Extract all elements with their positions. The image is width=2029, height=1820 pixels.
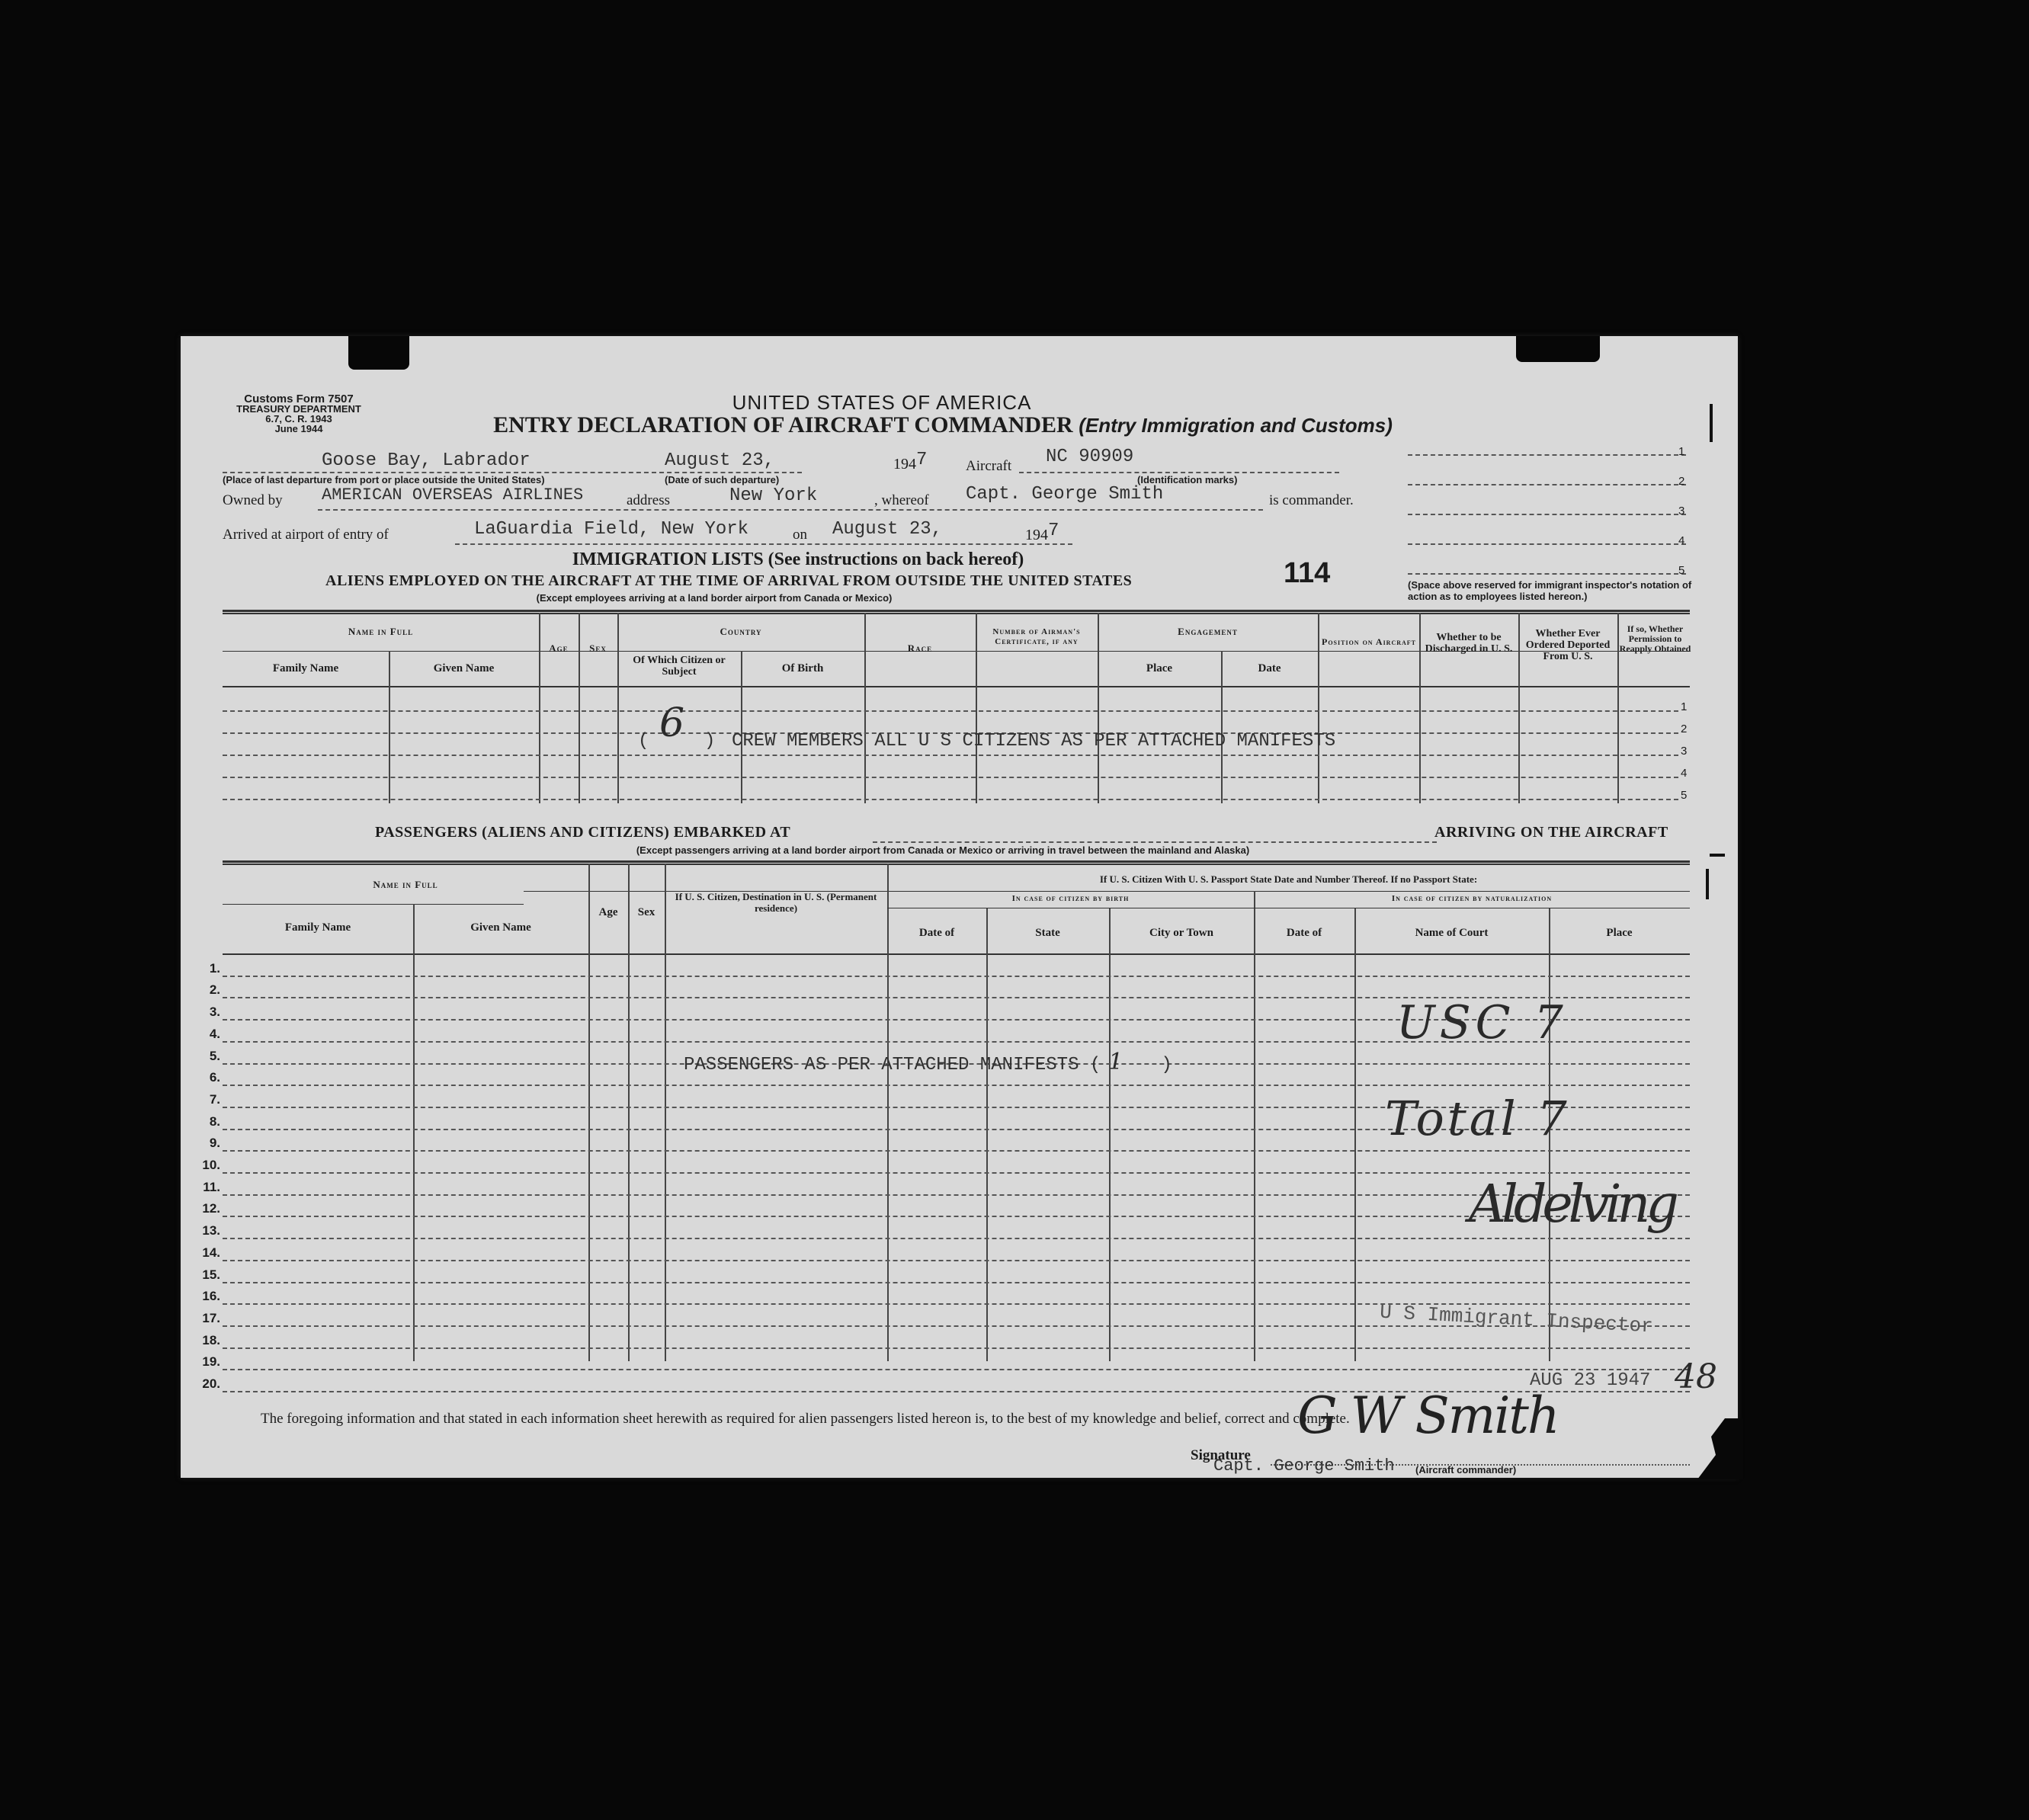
pax-col-family: Family Name [284,921,351,934]
side-box-note: (Space above reserved for immigrant inspector's notation of action as to employees listed hereon.) [1408,579,1692,602]
inspector-title: U S Immigrant Inspector [1379,1300,1654,1338]
passenger-row-number: 14. [202,1245,220,1260]
country-heading: UNITED STATES OF AMERICA [732,391,1032,414]
owner-name: AMERICAN OVERSEAS AIRLINES [322,485,584,505]
address-label: address [627,492,670,508]
cfr-ref: 6.7, C. R. 1943 [265,413,332,425]
crew-col-birth: Of Birth [781,662,824,674]
passenger-row-number: 12. [202,1201,220,1216]
signer-name: Capt. George Smith [1213,1456,1395,1476]
stamp-date: AUG 23 1947 [1530,1370,1651,1391]
arrival-date: August 23, [832,519,943,540]
immigration-except-note: (Except employees arriving at a land border airport from Canada or Mexico) [536,592,893,604]
form-title-main: ENTRY DECLARATION OF AIRCRAFT COMMANDER [493,412,1073,437]
departure-year [893,450,928,475]
crew-col-citizen: Of Which Citizen or Subject [633,655,726,678]
pax-col-date-of-2: Date of [1286,927,1322,939]
margin-mark-2 [1710,854,1725,857]
departure-year-prefix: 194 [893,456,916,473]
stamp-handwritten: 48 [1675,1357,1717,1396]
passenger-manifest-text: PASSENGERS AS PER ATTACHED MANIFESTS ( [684,1055,1101,1075]
passenger-row-line [223,976,1690,977]
crew-close-paren: ) [704,731,716,751]
crew-col-discharged: Whether to be Discharged in U. S. [1425,632,1513,655]
arrival-year [1025,521,1059,546]
passenger-row-number: 15. [202,1267,220,1282]
owner-address: New York [729,485,818,506]
crew-col-race: Race [907,642,933,654]
passengers-heading-right: ARRIVING ON THE AIRCRAFT [1434,824,1668,841]
pax-col-sex: Sex [637,906,655,918]
crew-col-engagement: Engagement [1178,626,1238,637]
crew-col-age: Age [549,642,569,654]
crew-col-deported: Whether Ever Ordered Deported From U. S. [1525,628,1611,662]
passenger-row-number: 20. [202,1376,220,1391]
arrival-year-digit: 7 [1048,521,1059,541]
aircraft-caption: (Identification marks) [1137,474,1238,485]
form-title [486,412,1400,438]
passenger-row-number: 8. [209,1114,220,1129]
margin-mark-1 [1710,404,1713,442]
passenger-row-number: 7. [209,1092,220,1107]
arrival-airport: LaGuardia Field, New York [474,519,749,540]
passenger-row-line [223,1150,1690,1152]
crew-count: 6 [659,700,685,746]
passenger-row-number: 19. [202,1354,220,1369]
pax-col-state: State [1035,927,1060,939]
crew-row-num-5: 5 [1681,789,1688,802]
passenger-row-number: 10. [202,1158,220,1172]
crew-row-num-4: 4 [1681,767,1688,780]
crew-col-family: Family Name [272,662,339,674]
passenger-row-line [223,1282,1690,1283]
passenger-row-line [223,1347,1690,1349]
passenger-row-number: 5. [209,1049,220,1063]
passenger-row-number: 4. [209,1027,220,1041]
passenger-row-number: 17. [202,1311,220,1325]
passenger-manifest-close: ) [1161,1055,1172,1075]
top-notch-left [348,336,409,370]
declaration-text: The foregoing information and that stated in each information sheet herewith as required for alien passengers listed hereon is, to the best of my knowledge and belief, correct and complete. [261,1411,1350,1427]
passenger-row-number: 11. [203,1180,220,1194]
passenger-row-number: 1. [209,961,220,976]
passenger-row-line [223,1085,1690,1086]
top-notch-right [1516,336,1600,362]
annotation-usc: USC 7 [1396,996,1568,1049]
passenger-row-number: 13. [202,1223,220,1238]
form-date: June 1944 [274,423,323,434]
immigration-subheading: ALIENS EMPLOYED ON THE AIRCRAFT AT THE TIME OF ARRIVAL FROM OUTSIDE THE UNITED STATES [325,572,1133,589]
pax-col-given: Given Name [470,921,531,934]
aircraft-label: Aircraft [966,458,1012,474]
passenger-row-line [223,1369,1690,1370]
aircraft-id: NC 90909 [1046,447,1134,467]
on-label: on [793,527,807,543]
arrived-label: Arrived at airport of entry of [223,527,389,543]
signer-caption: (Aircraft commander) [1415,1464,1517,1476]
side-line-num-1: 1 [1678,445,1685,458]
pax-col-city: City or Town [1149,927,1213,939]
arrival-year-prefix: 194 [1025,527,1048,543]
form-number-block [211,394,386,434]
pax-col-age: Age [598,906,618,918]
passenger-row-line [223,1260,1690,1261]
crew-col-date: Date [1258,662,1281,674]
crew-col-permission: If so, Whether Permission to Reapply Obtained [1619,623,1691,654]
pax-col-destination: If U. S. Citizen, Destination in U. S. (Permanent residence) [675,891,877,914]
passenger-row-number: 9. [209,1136,220,1150]
crew-col-place: Place [1146,662,1173,674]
passenger-row-line [223,1172,1690,1174]
crew-row-num-3: 3 [1681,745,1688,758]
passenger-row-number: 18. [202,1333,220,1347]
crew-col-sex: Sex [589,642,607,654]
pax-col-date-of: Date of [918,927,955,939]
department: TREASURY DEPARTMENT [236,403,361,415]
owned-by-label: Owned by [223,492,283,508]
signature-label: Signature [1191,1447,1251,1463]
passenger-row-number: 3. [209,1005,220,1019]
departure-place-caption: (Place of last departure from port or place outside the United States) [223,474,545,485]
form-title-paren: (Entry Immigration and Customs) [1079,414,1393,437]
crew-open-paren: ( [638,731,649,751]
margin-mark-3 [1706,869,1709,899]
crew-col-position: Position on Aircraft [1322,636,1417,647]
passenger-manifest-count: 1 [1108,1049,1123,1075]
departure-date-caption: (Date of such departure) [665,474,780,485]
passenger-row-line [223,1303,1690,1305]
passenger-row-line [223,1238,1690,1239]
commander-name: Capt. George Smith [966,484,1164,505]
crew-note: CREW MEMBERS ALL U S CITIZENS AS PER ATTACHED MANIFESTS [732,731,1336,751]
passenger-row-number: 6. [209,1070,220,1085]
commander-suffix: is commander. [1269,492,1354,508]
side-line-num-3: 3 [1678,505,1685,517]
pax-col-court: Name of Court [1415,927,1489,939]
passenger-row-number: 2. [209,982,220,997]
torn-edge [1697,1418,1743,1479]
passenger-row-number: 16. [202,1289,220,1303]
pax-col-birth-case: In case of citizen by birth [1011,894,1130,903]
side-line-num-2: 2 [1678,475,1685,488]
form-sheet [181,336,1738,1478]
crew-col-country: Country [720,626,762,637]
immigration-heading: IMMIGRATION LISTS (See instructions on back hereof) [572,550,1024,569]
crew-col-name: Name in Full [348,626,414,637]
departure-place: Goose Bay, Labrador [322,450,530,471]
pax-col-name: Name in Full [373,879,438,890]
crew-col-given: Given Name [433,662,495,674]
pax-col-place: Place [1606,927,1633,939]
immigration-sheet-number: 114 [1284,557,1331,589]
commander-signature: G W Smith [1297,1386,1559,1445]
passenger-manifest-note [684,1049,1172,1075]
side-line-num-5: 5 [1678,564,1685,577]
annotation-total: Total 7 [1385,1091,1570,1146]
crew-row-num-2: 2 [1681,723,1688,735]
departure-date: August 23, [665,450,775,471]
passengers-heading-left: PASSENGERS (ALIENS AND CITIZENS) EMBARKED AT [375,824,791,841]
crew-col-cert: Number of Airman's Certificate, if any [992,627,1081,646]
pax-col-passport: If U. S. Citizen With U. S. Passport State Date and Number Thereof. If no Passport State: [1099,873,1478,885]
departure-year-digit: 7 [916,450,928,470]
whereof-label: , whereof [874,492,929,508]
side-line-num-4: 4 [1678,534,1685,547]
crew-row-num-1: 1 [1681,700,1688,713]
passengers-except-note: (Except passengers arriving at a land border airport from Canada or Mexico or arriving in travel between the mainland and Alaska) [636,844,1250,856]
form-number: Customs Form 7507 [244,393,354,405]
pax-col-nat-case: In case of citizen by naturalization [1391,894,1553,903]
inspector-signature: Aldelving [1469,1174,1675,1235]
